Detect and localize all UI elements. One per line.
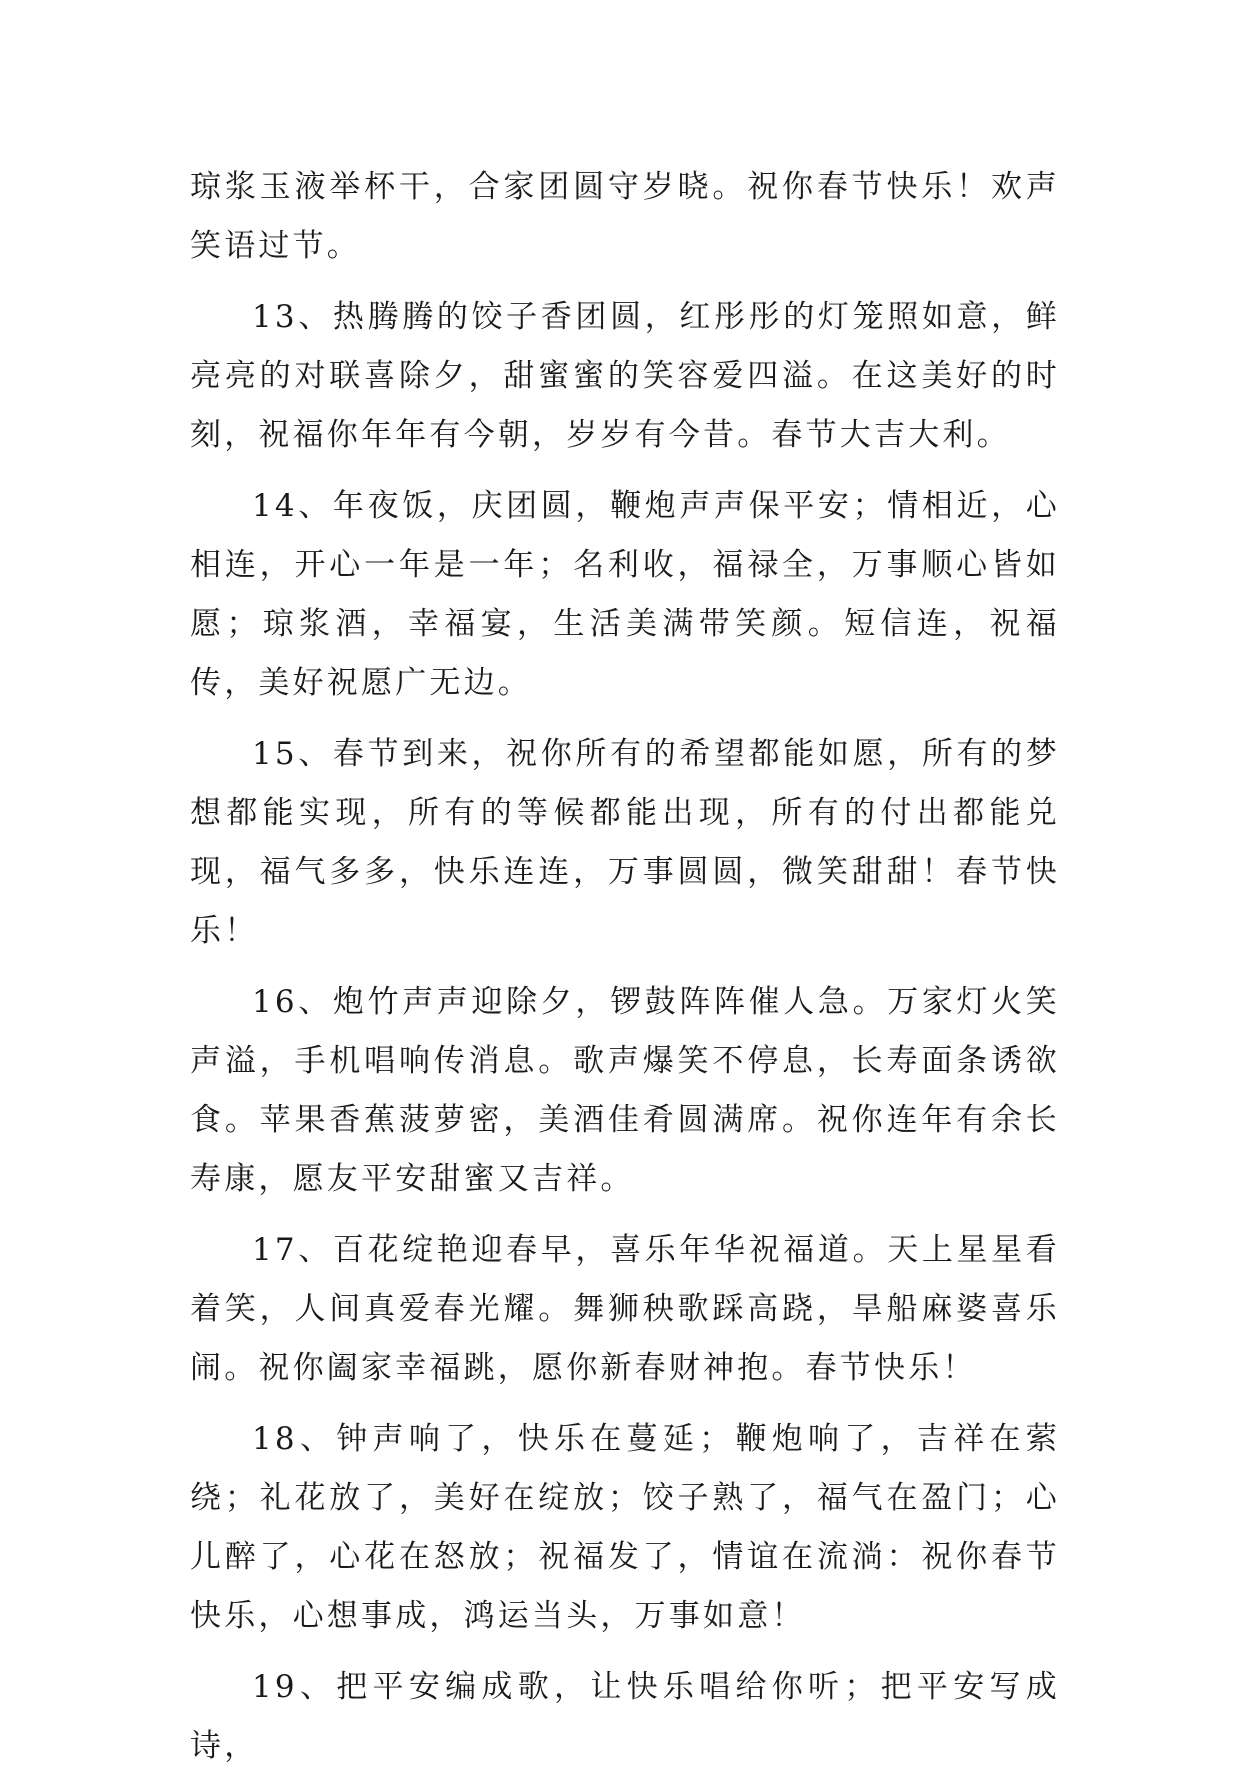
paragraph-18: 18、钟声响了，快乐在蔓延；鞭炮响了，吉祥在萦绕；礼花放了，美好在绽放；饺子熟了，福气在盈门；心儿醉了，心花在怒放；祝福发了，情谊在流淌：祝你春节快乐，心想事成，鸿运当头，万事如意！ (190, 1421, 1060, 1634)
paragraph-19: 19、把平安编成歌，让快乐唱给你听；把平安写成诗， (190, 1669, 1060, 1764)
paragraph-14: 14、年夜饭，庆团圆，鞭炮声声保平安；情相近，心相连，开心一年是一年；名利收，福禄全，万事顺心皆如愿；琼浆酒，幸福宴，生活美满带笑颜。短信连，祝福传，美好祝愿广无边。 (190, 488, 1060, 701)
paragraph-15: 15、春节到来，祝你所有的希望都能如愿，所有的梦想都能实现，所有的等候都能出现，所有的付出都能兑现，福气多多，快乐连连，万事圆圆，微笑甜甜！春节快乐！ (190, 736, 1060, 949)
paragraph-17: 17、百花绽艳迎春早，喜乐年华祝福道。天上星星看着笑，人间真爱春光耀。舞狮秧歌踩高跷，旱船麻婆喜乐闹。祝你阖家幸福跳，愿你新春财神抱。春节快乐！ (190, 1232, 1060, 1386)
paragraph-12-continuation: 琼浆玉液举杯干，合家团圆守岁晓。祝你春节快乐！欢声笑语过节。 (190, 169, 1060, 264)
paragraph-13: 13、热腾腾的饺子香团圆，红彤彤的灯笼照如意，鲜亮亮的对联喜除夕，甜蜜蜜的笑容爱四溢。在这美好的时刻，祝福你年年有今朝，岁岁有今昔。春节大吉大利。 (190, 299, 1060, 453)
document-body (190, 158, 1060, 1788)
paragraph-16: 16、炮竹声声迎除夕，锣鼓阵阵催人急。万家灯火笑声溢，手机唱响传消息。歌声爆笑不停息，长寿面条诱欲食。苹果香蕉菠萝密，美酒佳肴圆满席。祝你连年有余长寿康，愿友平安甜蜜又吉祥。 (190, 984, 1060, 1197)
